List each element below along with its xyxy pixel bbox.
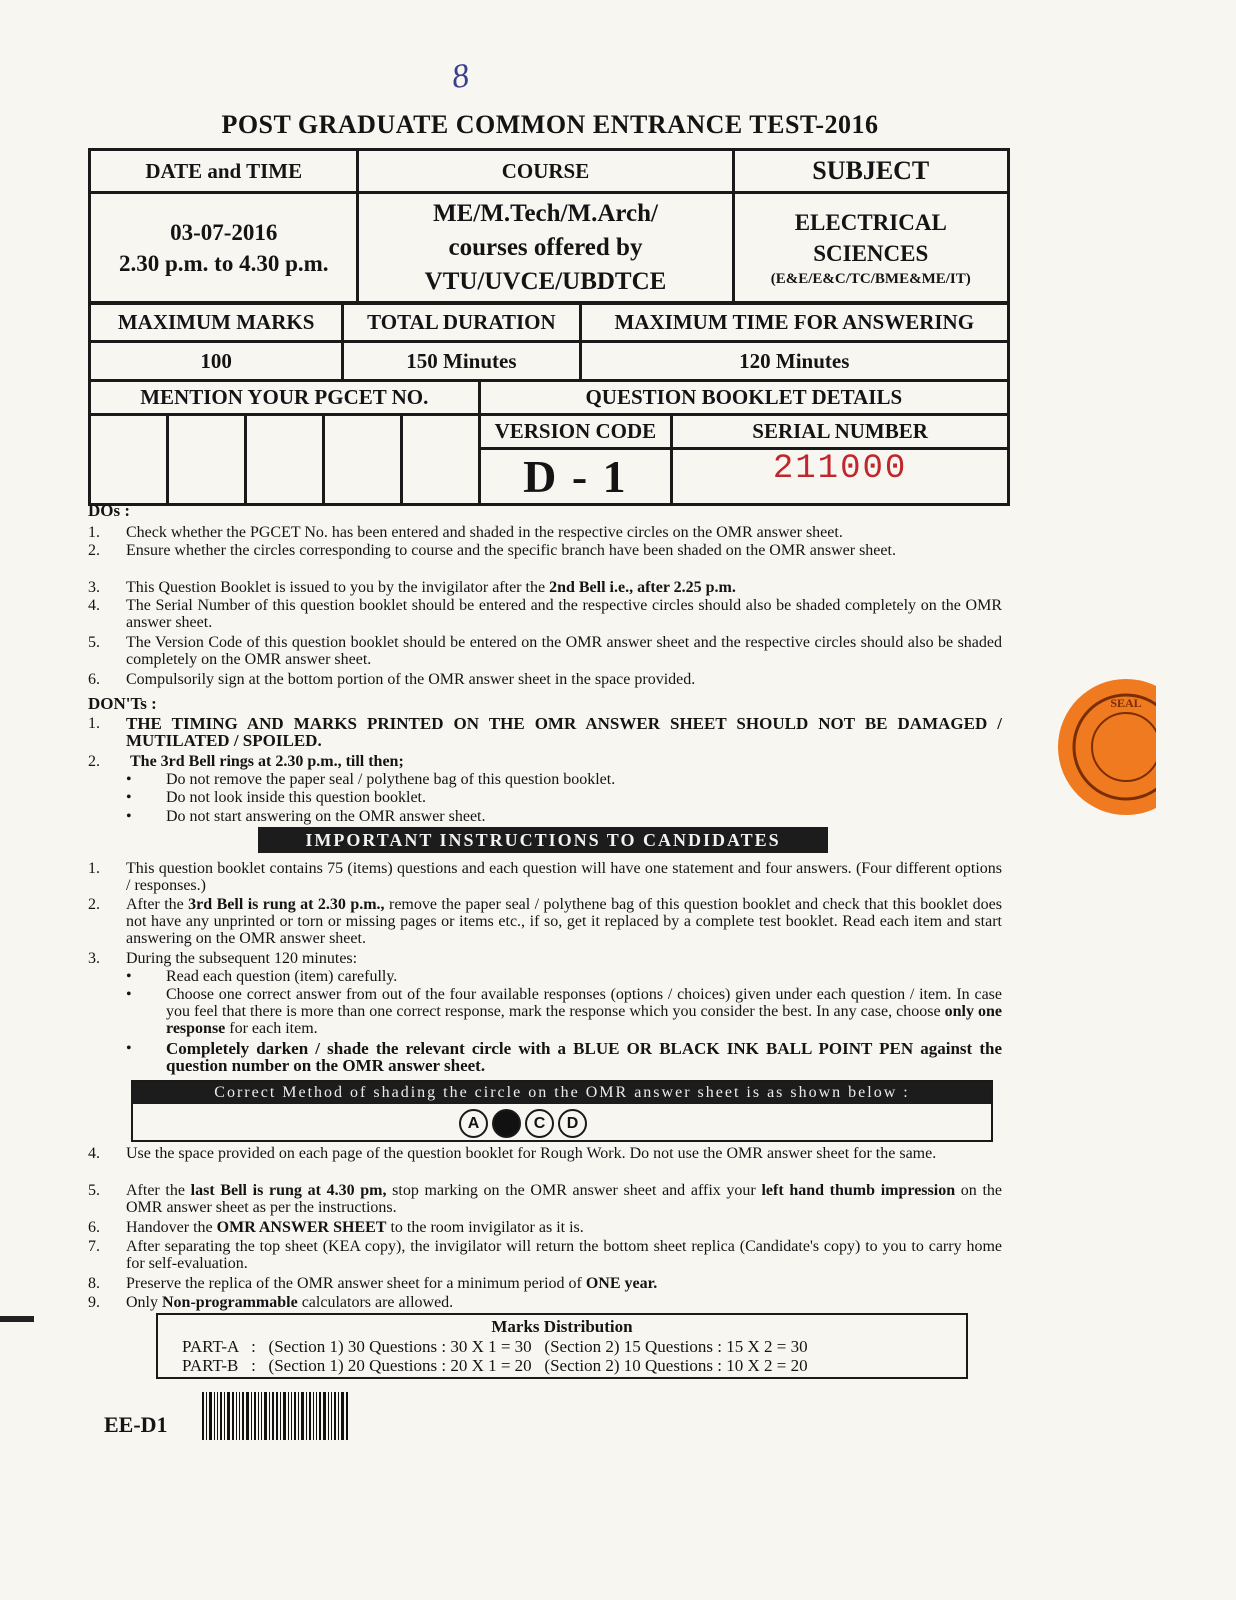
item-text-part: Preserve the replica of the OMR answer sheet for a minimum period of xyxy=(126,1275,586,1292)
pgcet-digit-box[interactable] xyxy=(323,415,401,505)
item-number: 6. xyxy=(88,671,100,688)
bullet-icon: • xyxy=(126,968,132,985)
exam-date: 03-07-2016 xyxy=(170,219,278,245)
bullet-icon: • xyxy=(126,771,132,788)
barcode-bar xyxy=(288,1392,289,1440)
max-marks-label: MAXIMUM MARKS xyxy=(90,303,343,342)
item-text xyxy=(126,1182,1002,1216)
barcode-bar xyxy=(239,1392,240,1440)
course-value xyxy=(358,193,733,304)
bullet-icon: • xyxy=(126,986,132,1003)
barcode-bar xyxy=(236,1392,237,1440)
seal-text: SEAL xyxy=(1110,696,1142,710)
item-text-bold: 2nd Bell i.e., after 2.25 p.m. xyxy=(549,579,736,596)
barcode-bar xyxy=(264,1392,267,1440)
booklet-table xyxy=(88,379,1010,506)
info-table xyxy=(88,148,1010,305)
barcode-bar xyxy=(309,1392,311,1440)
bullet-icon: • xyxy=(126,1040,132,1057)
item-number: 6. xyxy=(88,1219,100,1236)
pgcet-digit-box[interactable] xyxy=(167,415,245,505)
exam-time: 2.30 p.m. to 4.30 p.m. xyxy=(118,251,329,276)
item-text-part: stop marking on the OMR answer sheet and affix your xyxy=(386,1182,762,1199)
subject-line-2: SCIENCES xyxy=(813,240,929,266)
version-code-label: VERSION CODE xyxy=(479,415,672,449)
barcode-bar xyxy=(294,1392,296,1440)
item-number: 2. xyxy=(88,542,100,559)
item-text-bold: left hand thumb impression xyxy=(761,1182,956,1199)
item-number: 1. xyxy=(88,715,100,732)
item-number: 3. xyxy=(88,950,100,967)
barcode-bar xyxy=(246,1392,249,1440)
item-text-bold: OMR ANSWER SHEET xyxy=(216,1219,387,1236)
barcode-bar xyxy=(301,1392,304,1440)
item-text: Use the space provided on each page of the question booklet for Rough Work. Do not use the OMR answer sheet for the same. xyxy=(126,1145,937,1162)
barcode-bar xyxy=(220,1392,222,1440)
marks-distribution-box xyxy=(156,1313,968,1379)
item-text xyxy=(126,1219,1002,1236)
omr-circle-a: A xyxy=(459,1109,488,1138)
subject-label: SUBJECT xyxy=(733,150,1008,193)
item-text-part: on the OMR answer sheet as per the instructions. xyxy=(126,1182,1002,1216)
barcode-bar xyxy=(269,1392,270,1440)
item-text: The Version Code of this question booklet should be entered on the OMR answer sheet and the respective circles should also be shaded completely on the OMR answer sheet. xyxy=(126,634,1002,668)
item-text: THE TIMING AND MARKS PRINTED ON THE OMR ANSWER SHEET SHOULD NOT BE DAMAGED / MUTILATED / SPOILED. xyxy=(126,714,1002,750)
barcode-bar xyxy=(323,1392,326,1440)
instructions-banner: IMPORTANT INSTRUCTIONS TO CANDIDATES xyxy=(258,827,828,853)
item-text-bold: The 3rd Bell rings at 2.30 p.m., till then; xyxy=(130,753,404,770)
barcode-bar xyxy=(313,1392,314,1440)
item-text xyxy=(126,1294,1002,1311)
bullet-text: Read each question (item) carefully. xyxy=(166,968,398,985)
item-text: During the subsequent 120 minutes: xyxy=(126,950,358,967)
bullet-text-part: Choose one correct answer from out of the four available responses (options / choices) given under each question / item. In case you feel that there is more than one correct response, mark the response which you consider the best. In any case, choose xyxy=(166,986,1002,1020)
barcode-bar xyxy=(331,1392,332,1440)
course-line-3: VTU/UVCE/UBDTCE xyxy=(424,267,667,295)
barcode-bar xyxy=(232,1392,234,1440)
bullet-text: Do not look inside this question booklet. xyxy=(166,789,426,806)
marks-distribution-heading: Marks Distribution xyxy=(491,1317,633,1336)
item-text xyxy=(130,753,1006,770)
item-text-bold: Non-programmable xyxy=(162,1294,298,1311)
max-marks-value: 100 xyxy=(90,342,343,381)
barcode-bar xyxy=(206,1392,207,1440)
barcode-bar xyxy=(291,1392,292,1440)
barcode-bar xyxy=(319,1392,321,1440)
item-number: 3. xyxy=(88,579,100,596)
barcode-bar xyxy=(258,1392,259,1440)
bullet-text xyxy=(166,986,1002,1037)
handwritten-mark: 8 xyxy=(449,57,472,97)
barcode-bar xyxy=(214,1392,215,1440)
item-text-bold: 3rd Bell is rung at 2.30 p.m., xyxy=(188,896,385,913)
barcode-bar xyxy=(280,1392,281,1440)
pgcet-digit-box[interactable] xyxy=(90,415,168,505)
total-duration-value: 150 Minutes xyxy=(343,342,580,381)
item-text-part: Only xyxy=(126,1294,162,1311)
bullet-text: Do not start answering on the OMR answer sheet. xyxy=(166,808,486,825)
barcode-bar xyxy=(242,1392,244,1440)
page-title: POST GRADUATE COMMON ENTRANCE TEST-2016 xyxy=(221,110,879,139)
course-label: COURSE xyxy=(358,150,733,193)
barcode-bar xyxy=(254,1392,256,1440)
barcode-icon xyxy=(202,1392,390,1440)
item-text-bold: last Bell is rung at 4.30 pm, xyxy=(190,1182,387,1199)
item-number: 2. xyxy=(88,896,100,913)
item-number: 7. xyxy=(88,1238,100,1255)
barcode-bar xyxy=(202,1392,204,1440)
date-time-value xyxy=(90,193,358,304)
omr-circle-b-filled: B xyxy=(492,1109,521,1138)
barcode-bar xyxy=(338,1392,339,1440)
pgcet-label: MENTION YOUR PGCET NO. xyxy=(90,381,480,415)
subject-branches: (E&E/E&C/TC/BME&ME/IT) xyxy=(770,270,971,287)
seal-stamp-icon xyxy=(1056,677,1156,817)
serial-number-value: 211000 xyxy=(672,449,1009,505)
course-line-1: ME/M.Tech/M.Arch/ xyxy=(433,200,658,228)
seal-graphic xyxy=(1056,677,1156,817)
pgcet-digit-box[interactable] xyxy=(401,415,479,505)
booklet-code: EE-D1 xyxy=(104,1412,168,1437)
part-a-line: PART-A : (Section 1) 30 Questions : 30 X 1 = 30 (Section 2) 15 Questions : 15 X 2 = 30 xyxy=(182,1337,808,1356)
barcode-bar xyxy=(251,1392,252,1440)
barcode-bar xyxy=(328,1392,329,1440)
barcode-bar xyxy=(283,1392,286,1440)
margin-mark xyxy=(0,1316,34,1322)
omr-circles xyxy=(459,1109,587,1137)
part-b-line: PART-B : (Section 1) 20 Questions : 20 X 1 = 20 (Section 2) 10 Questions : 10 X 2 = 20 xyxy=(182,1356,808,1375)
item-text: Ensure whether the circles corresponding to course and the specific branch have been shaded on the OMR answer sheet. xyxy=(126,542,896,559)
item-text: This question booklet contains 75 (items) questions and each question will have one statement and four answers. (Four different options / responses.) xyxy=(126,860,1002,894)
item-text xyxy=(126,896,1002,947)
serial-number-label: SERIAL NUMBER xyxy=(672,415,1009,449)
subject-value xyxy=(733,193,1008,304)
barcode-bar xyxy=(224,1392,225,1440)
item-text-part: This Question Booklet is issued to you by the invigilator after the xyxy=(126,579,550,596)
bullet-icon: • xyxy=(126,808,132,825)
item-text-bold: ONE year. xyxy=(585,1275,658,1292)
item-number: 5. xyxy=(88,1182,100,1199)
item-text: Compulsorily sign at the bottom portion of the OMR answer sheet in the space provided. xyxy=(126,671,696,688)
bullet-text-bold: only one response xyxy=(166,1003,1003,1037)
item-number: 9. xyxy=(88,1294,100,1311)
item-number: 4. xyxy=(88,1145,100,1162)
barcode-bar xyxy=(209,1392,212,1440)
bullet-text: Do not remove the paper seal / polythene bag of this question booklet. xyxy=(166,771,616,788)
date-time-label: DATE and TIME xyxy=(90,150,358,193)
version-code-value: D - 1 xyxy=(479,449,672,505)
booklet-details-label: QUESTION BOOKLET DETAILS xyxy=(479,381,1008,415)
bullet-text-part: for each item. xyxy=(225,1020,318,1037)
duration-table xyxy=(88,301,1010,382)
dos-heading: DOs : xyxy=(88,501,131,520)
max-time-value: 120 Minutes xyxy=(580,342,1008,381)
pgcet-digit-box[interactable] xyxy=(245,415,323,505)
item-text-part: to the room invigilator as it is. xyxy=(386,1219,584,1236)
item-text: The Serial Number of this question booklet should be entered and the respective circles should also be shaded completely on the OMR answer sheet. xyxy=(126,597,1002,631)
barcode-bar xyxy=(346,1392,348,1440)
item-number: 1. xyxy=(88,860,100,877)
omr-example-box xyxy=(131,1080,993,1142)
omr-caption: Correct Method of shading the circle on the OMR answer sheet is as shown below : xyxy=(133,1082,991,1104)
course-line-2: courses offered by xyxy=(448,234,643,262)
barcode-bar xyxy=(272,1392,274,1440)
barcode-bar xyxy=(334,1392,336,1440)
subject-line-1: ELECTRICAL xyxy=(794,209,947,235)
barcode-bar xyxy=(316,1392,317,1440)
item-text xyxy=(126,579,1002,596)
barcode-bar xyxy=(261,1392,262,1440)
barcode-bar xyxy=(298,1392,299,1440)
item-number: 8. xyxy=(88,1275,100,1292)
omr-circle-d: D xyxy=(558,1109,587,1138)
item-text-part: calculators are allowed. xyxy=(297,1294,454,1311)
barcode-bar xyxy=(217,1392,218,1440)
omr-circle-c: C xyxy=(525,1109,554,1138)
max-time-label: MAXIMUM TIME FOR ANSWERING xyxy=(580,303,1008,342)
donts-heading: DON'Ts : xyxy=(88,694,157,713)
item-text-part: After the xyxy=(126,1182,191,1199)
item-text-part: remove the paper seal / polythene bag of this question booklet and check that this booklet does not have any unprinted or torn or missing pages or items etc., if so, get it replaced by a complete test booklet. Read each item and start answering on the OMR answer sheet. xyxy=(126,896,1002,947)
total-duration-label: TOTAL DURATION xyxy=(343,303,580,342)
item-number: 4. xyxy=(88,597,100,614)
bullet-icon: • xyxy=(126,789,132,806)
item-number: 2. xyxy=(88,753,100,770)
barcode-bar xyxy=(306,1392,307,1440)
item-text: After separating the top sheet (KEA copy), the invigilator will return the bottom sheet replica (Candidate's copy) to you to carry home for self-evaluation. xyxy=(126,1238,1002,1272)
bullet-text: Completely darken / shade the relevant circle with a BLUE OR BLACK INK BALL POINT PEN against the question number on the OMR answer sheet. xyxy=(166,1039,1002,1075)
item-text-part: After the xyxy=(126,896,189,913)
barcode-bar xyxy=(276,1392,278,1440)
barcode-bar xyxy=(341,1392,344,1440)
barcode-bar xyxy=(227,1392,230,1440)
item-number: 5. xyxy=(88,634,100,651)
item-text: Check whether the PGCET No. has been entered and shaded in the respective circles on the OMR answer sheet. xyxy=(126,524,843,541)
item-text xyxy=(126,1275,1002,1292)
item-text-part: Handover the xyxy=(126,1219,217,1236)
item-number: 1. xyxy=(88,524,100,541)
